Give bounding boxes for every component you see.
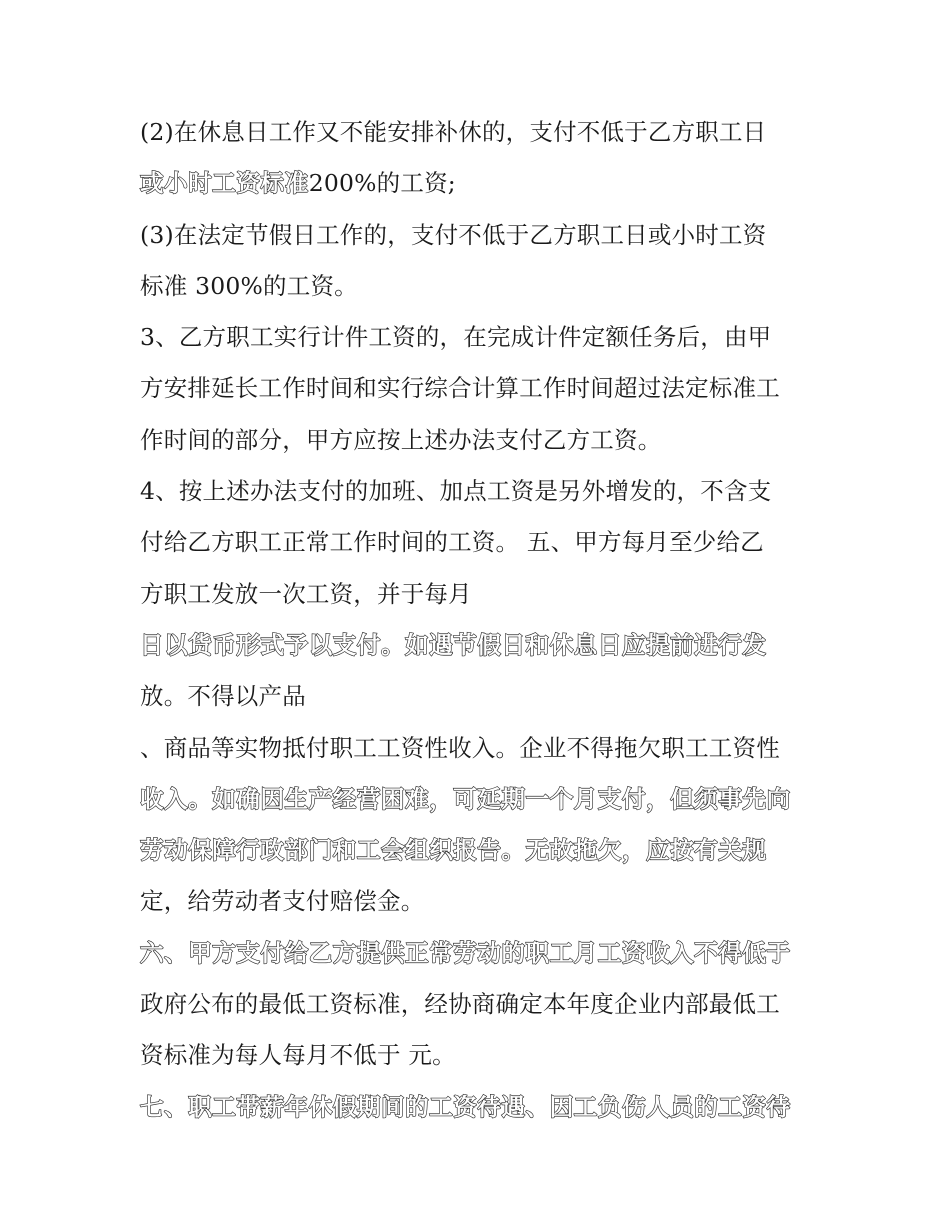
text-line	[140, 158, 840, 209]
text-line: 4、按上述办法支付的加班、加点工资是另外增发的，不含支	[140, 477, 772, 506]
text-line: 、商品等实物抵付职工工资性收入。企业不得拖欠职工工资性	[140, 733, 780, 762]
outlined-text-line: 劳动保障行政部门和工会组织报告。无故拖欠，应按有关规	[140, 836, 767, 865]
text-line: 方职工发放一次工资，并于每月	[140, 579, 472, 608]
outlined-text-line: 六、甲方支付给乙方提供正常劳动的职工月工资收入不得低于	[140, 938, 791, 967]
outlined-text-line: 日以货币形式予以支付。如遇节假日和休息日应提前进行发	[140, 630, 767, 659]
document-body	[140, 107, 840, 1133]
outlined-text-line: 七、职工带薪年休假期间的工资待遇、因工负伤人员的工资待	[140, 1092, 791, 1121]
text-line: 作时间的部分，甲方应按上述办法支付乙方工资。	[140, 425, 662, 454]
text-line: 放。不得以产品	[140, 682, 306, 711]
text-line: 标准 300%的工资。	[140, 271, 358, 300]
text-line: 方安排延长工作时间和实行综合计算工作时间超过法定标准工	[140, 374, 780, 403]
text-line: (2)在休息日工作又不能安排补休的，支付不低于乙方职工日	[140, 118, 767, 146]
text-segment: 200%的工资;	[308, 169, 456, 198]
text-line: 3、乙方职工实行计件工资的，在完成计件定额任务后，由甲	[140, 323, 772, 352]
text-line: 资标准为每人每月不低于 元。	[140, 1041, 456, 1070]
outlined-text-line: 收入。如确因生产经营困难，可延期一个月支付，但须事先向	[140, 784, 791, 813]
text-line: 付给乙方职工正常工作时间的工资。 五、甲方每月至少给乙	[140, 528, 764, 557]
text-line: 定，给劳动者支付赔偿金。	[140, 887, 425, 916]
text-line: (3)在法定节假日工作的，支付不低于乙方职工日或小时工资	[140, 220, 767, 249]
text-line: 政府公布的最低工资标准，经协商确定本年度企业内部最低工	[140, 990, 780, 1019]
outlined-text-segment: 或小时工资标准	[140, 169, 309, 198]
